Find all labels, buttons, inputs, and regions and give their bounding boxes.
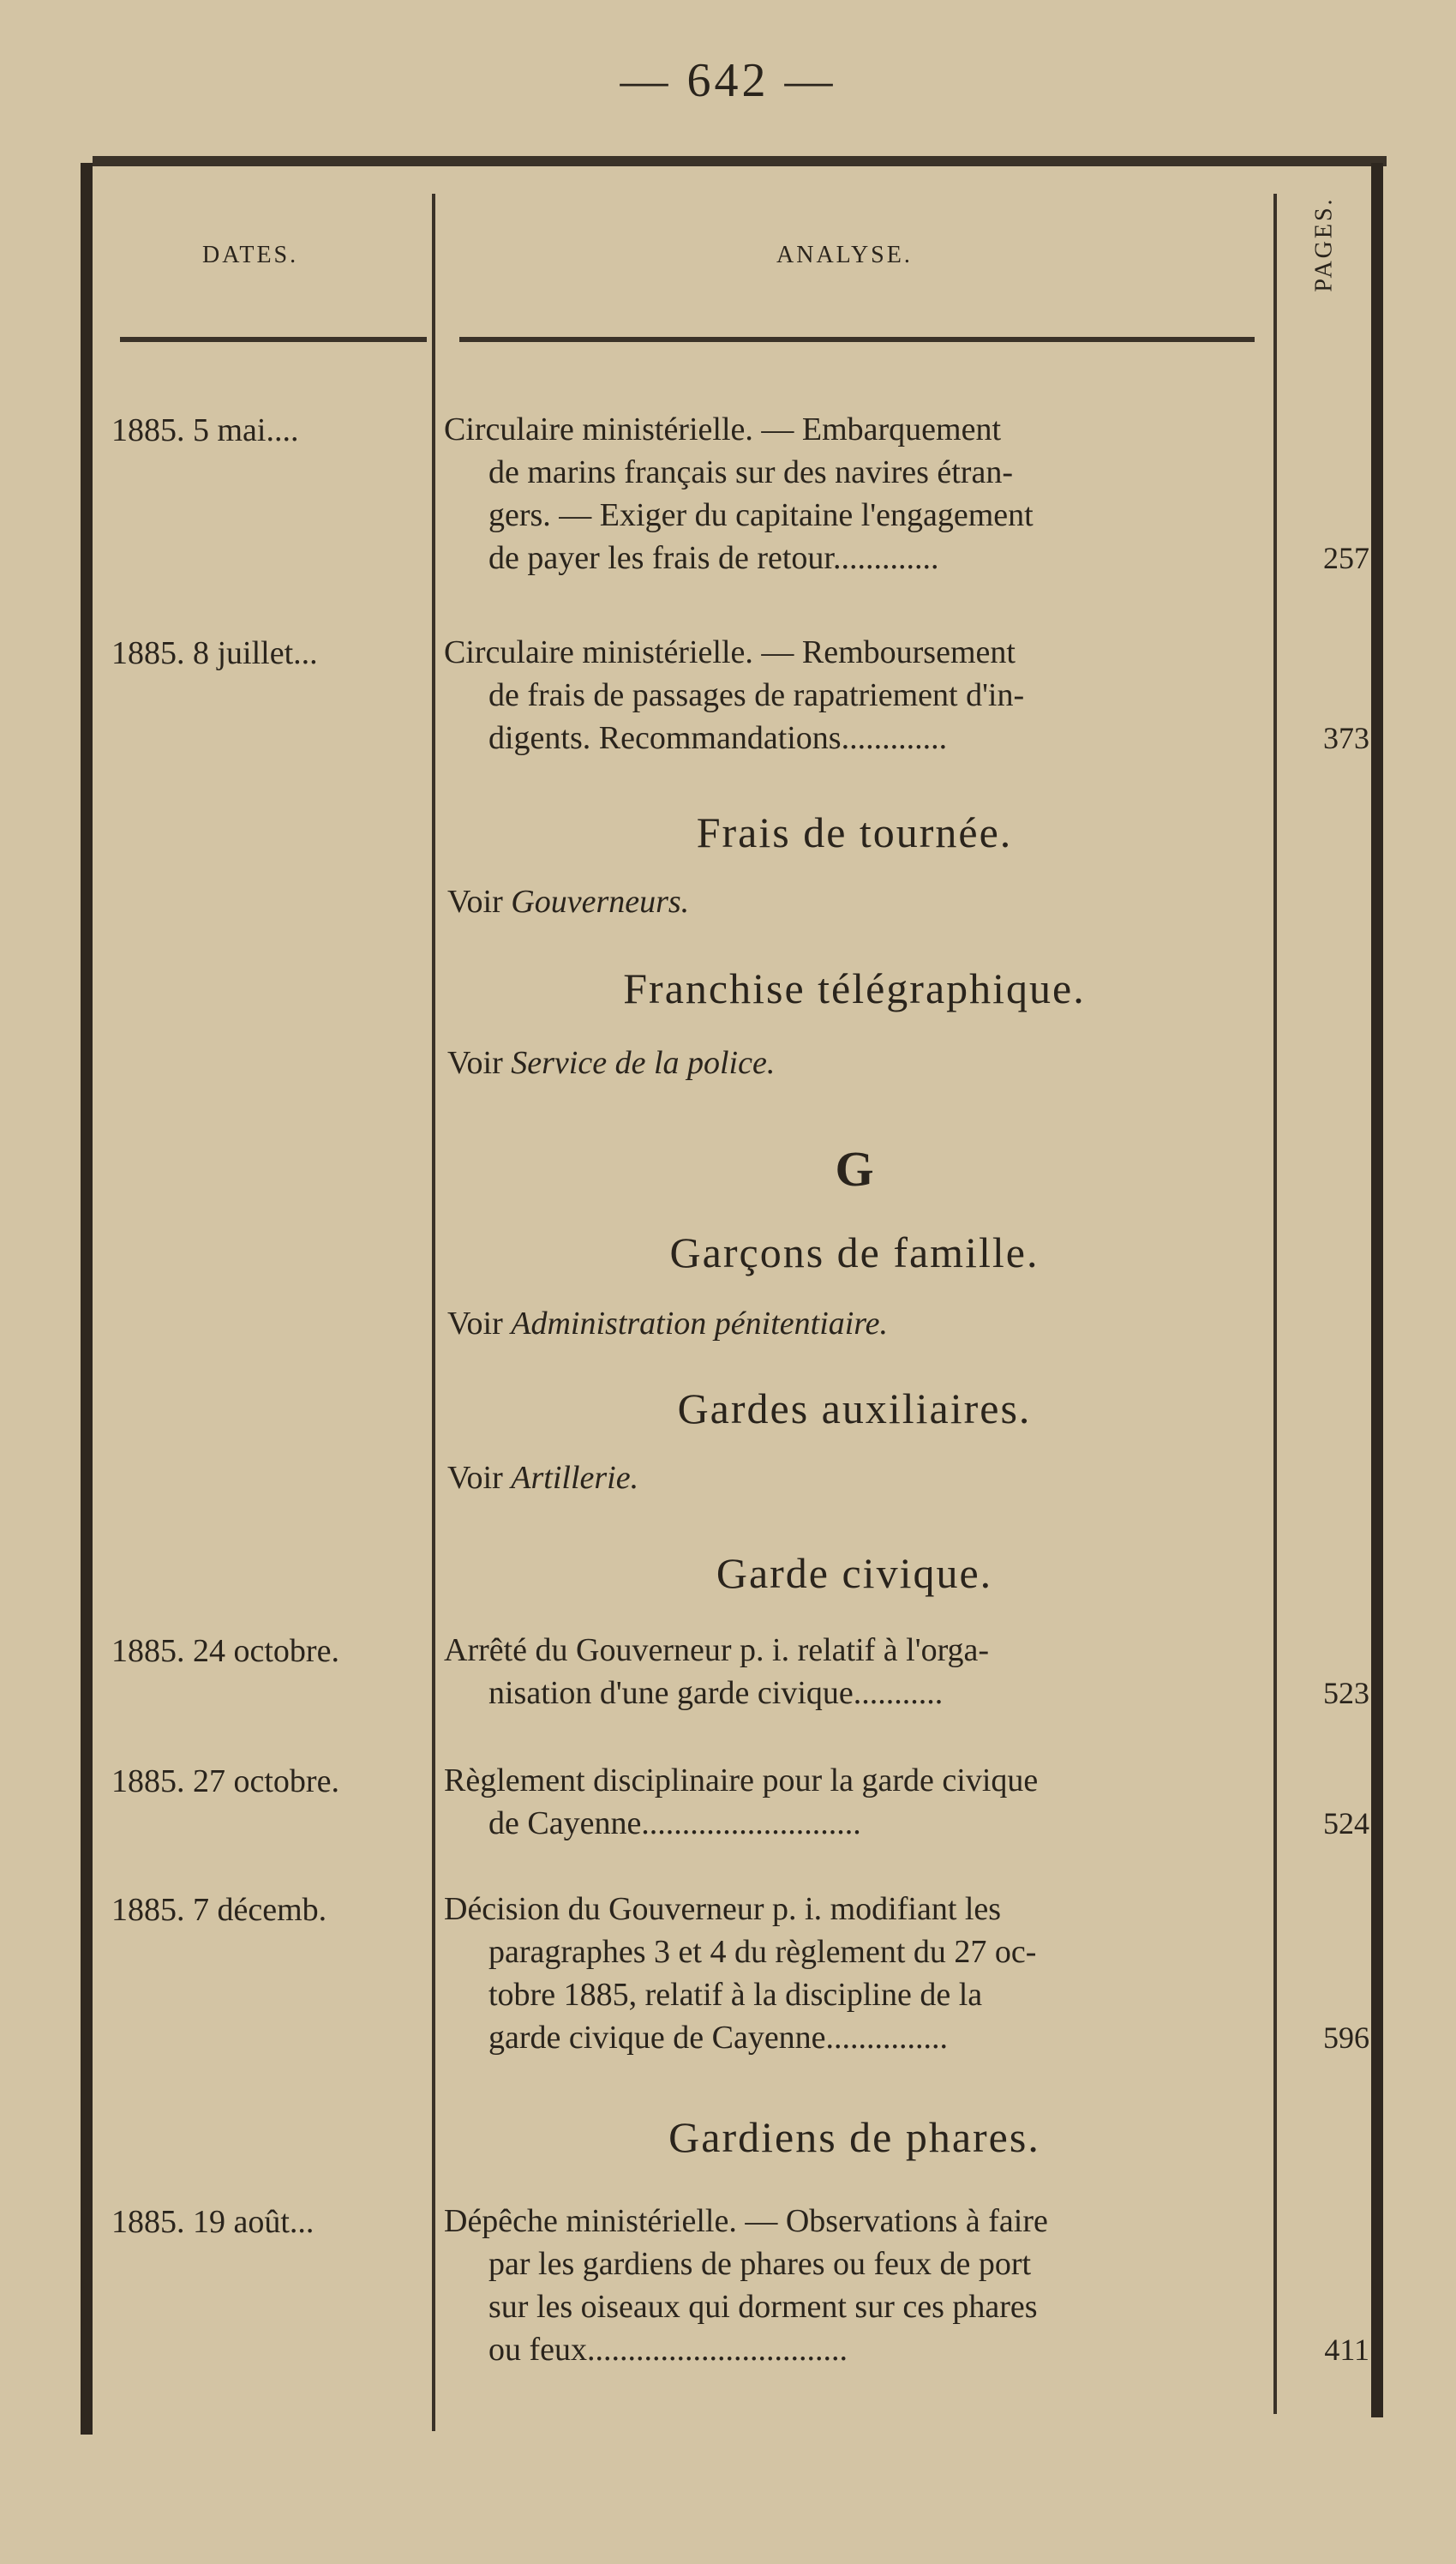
see-word: Voir — [447, 1045, 503, 1081]
entry-page: 373 — [1323, 721, 1369, 755]
entry-line: de payer les frais de retour............. — [488, 540, 939, 576]
entry-line: paragraphes 3 et 4 du règlement du 27 oc- — [488, 1934, 1037, 1970]
entry-page: 257 — [1323, 541, 1369, 575]
entry-analysis — [444, 2200, 1265, 2371]
section-title: Garde civique. — [716, 1549, 993, 1597]
entry-analysis — [444, 1888, 1265, 2059]
entry-analysis — [444, 408, 1265, 579]
entry-line: Arrêté du Gouverneur p. i. relatif à l'orga- — [444, 1632, 990, 1668]
table-left-border — [81, 163, 93, 2435]
section-title: Garçons de famille. — [669, 1228, 1040, 1276]
entry-line: garde civique de Cayenne............... — [488, 2020, 949, 2056]
section-title: Franchise télégraphique. — [623, 964, 1086, 1012]
alphabet-letter: G — [835, 1141, 874, 1197]
entry-date: 1885. 7 décemb. — [111, 1892, 327, 1928]
entry-date: 1885. 8 juillet... — [111, 635, 318, 671]
entry-line: ou feux................................ — [488, 2332, 848, 2368]
entry-analysis — [444, 1759, 1265, 1845]
entry-line: digents. Recommandations............. — [488, 720, 948, 756]
entry-line: Décision du Gouverneur p. i. modifiant les — [444, 1891, 1002, 1927]
entry-line: nisation d'une garde civique........... — [488, 1675, 944, 1711]
section-title: Gardes auxiliaires. — [677, 1384, 1032, 1432]
entry-date: 1885. 19 août... — [111, 2204, 315, 2240]
entry-page: 596 — [1323, 2021, 1369, 2055]
entry-line: par les gardiens de phares ou feux de port — [488, 2246, 1032, 2282]
see-reference — [447, 883, 689, 921]
see-reference — [447, 1459, 638, 1497]
entry-analysis — [444, 1629, 1265, 1714]
header-rule-dates — [120, 337, 427, 342]
see-reference — [447, 1044, 775, 1082]
see-target: Artillerie. — [511, 1460, 639, 1496]
header-analyse: ANALYSE. — [776, 242, 913, 268]
table-right-border — [1371, 163, 1383, 2417]
see-target: Service de la police. — [511, 1045, 776, 1081]
header-pages-cell — [1275, 197, 1375, 291]
see-word: Voir — [447, 884, 503, 920]
entry-line: Circulaire ministérielle. — Remboursement — [444, 634, 1016, 670]
entry-line: Circulaire ministérielle. — Embarquement — [444, 411, 1002, 447]
entry-analysis — [444, 631, 1265, 760]
table-top-border — [93, 156, 1387, 166]
column-divider-dates — [432, 194, 435, 2431]
see-target: Gouverneurs. — [511, 884, 690, 920]
entry-line: tobre 1885, relatif à la discipline de la — [488, 1977, 983, 2013]
entry-line: sur les oiseaux qui dorment sur ces phares — [488, 2289, 1038, 2325]
see-reference — [447, 1305, 888, 1342]
header-rule-analyse — [459, 337, 1255, 342]
entry-line: Règlement disciplinaire pour la garde civique — [444, 1762, 1039, 1798]
entry-line: Dépêche ministérielle. — Observations à faire — [444, 2203, 1048, 2239]
entry-line: gers. — Exiger du capitaine l'engagement — [488, 497, 1034, 533]
section-title: Frais de tournée. — [696, 808, 1013, 856]
header-pages: PAGES. — [1311, 196, 1338, 292]
see-word: Voir — [447, 1306, 503, 1342]
entry-page: 524 — [1323, 1806, 1369, 1840]
entry-date: 1885. 5 mai.... — [111, 412, 299, 448]
entry-date: 1885. 27 octobre. — [111, 1763, 339, 1799]
entry-line: de Cayenne........................... — [488, 1805, 861, 1841]
see-target: Administration pénitentiaire. — [511, 1306, 889, 1342]
entry-line: de marins français sur des navires étran- — [488, 454, 1013, 490]
page-number: — 642 — — [620, 54, 836, 107]
entry-page: 523 — [1323, 1676, 1369, 1710]
header-dates: DATES. — [202, 242, 299, 268]
entry-page: 411 — [1324, 2333, 1369, 2367]
see-word: Voir — [447, 1460, 503, 1496]
column-divider-pages — [1273, 194, 1277, 2414]
entry-line: de frais de passages de rapatriement d'in- — [488, 677, 1025, 713]
section-title: Gardiens de phares. — [668, 2113, 1040, 2161]
entry-date: 1885. 24 octobre. — [111, 1633, 339, 1669]
